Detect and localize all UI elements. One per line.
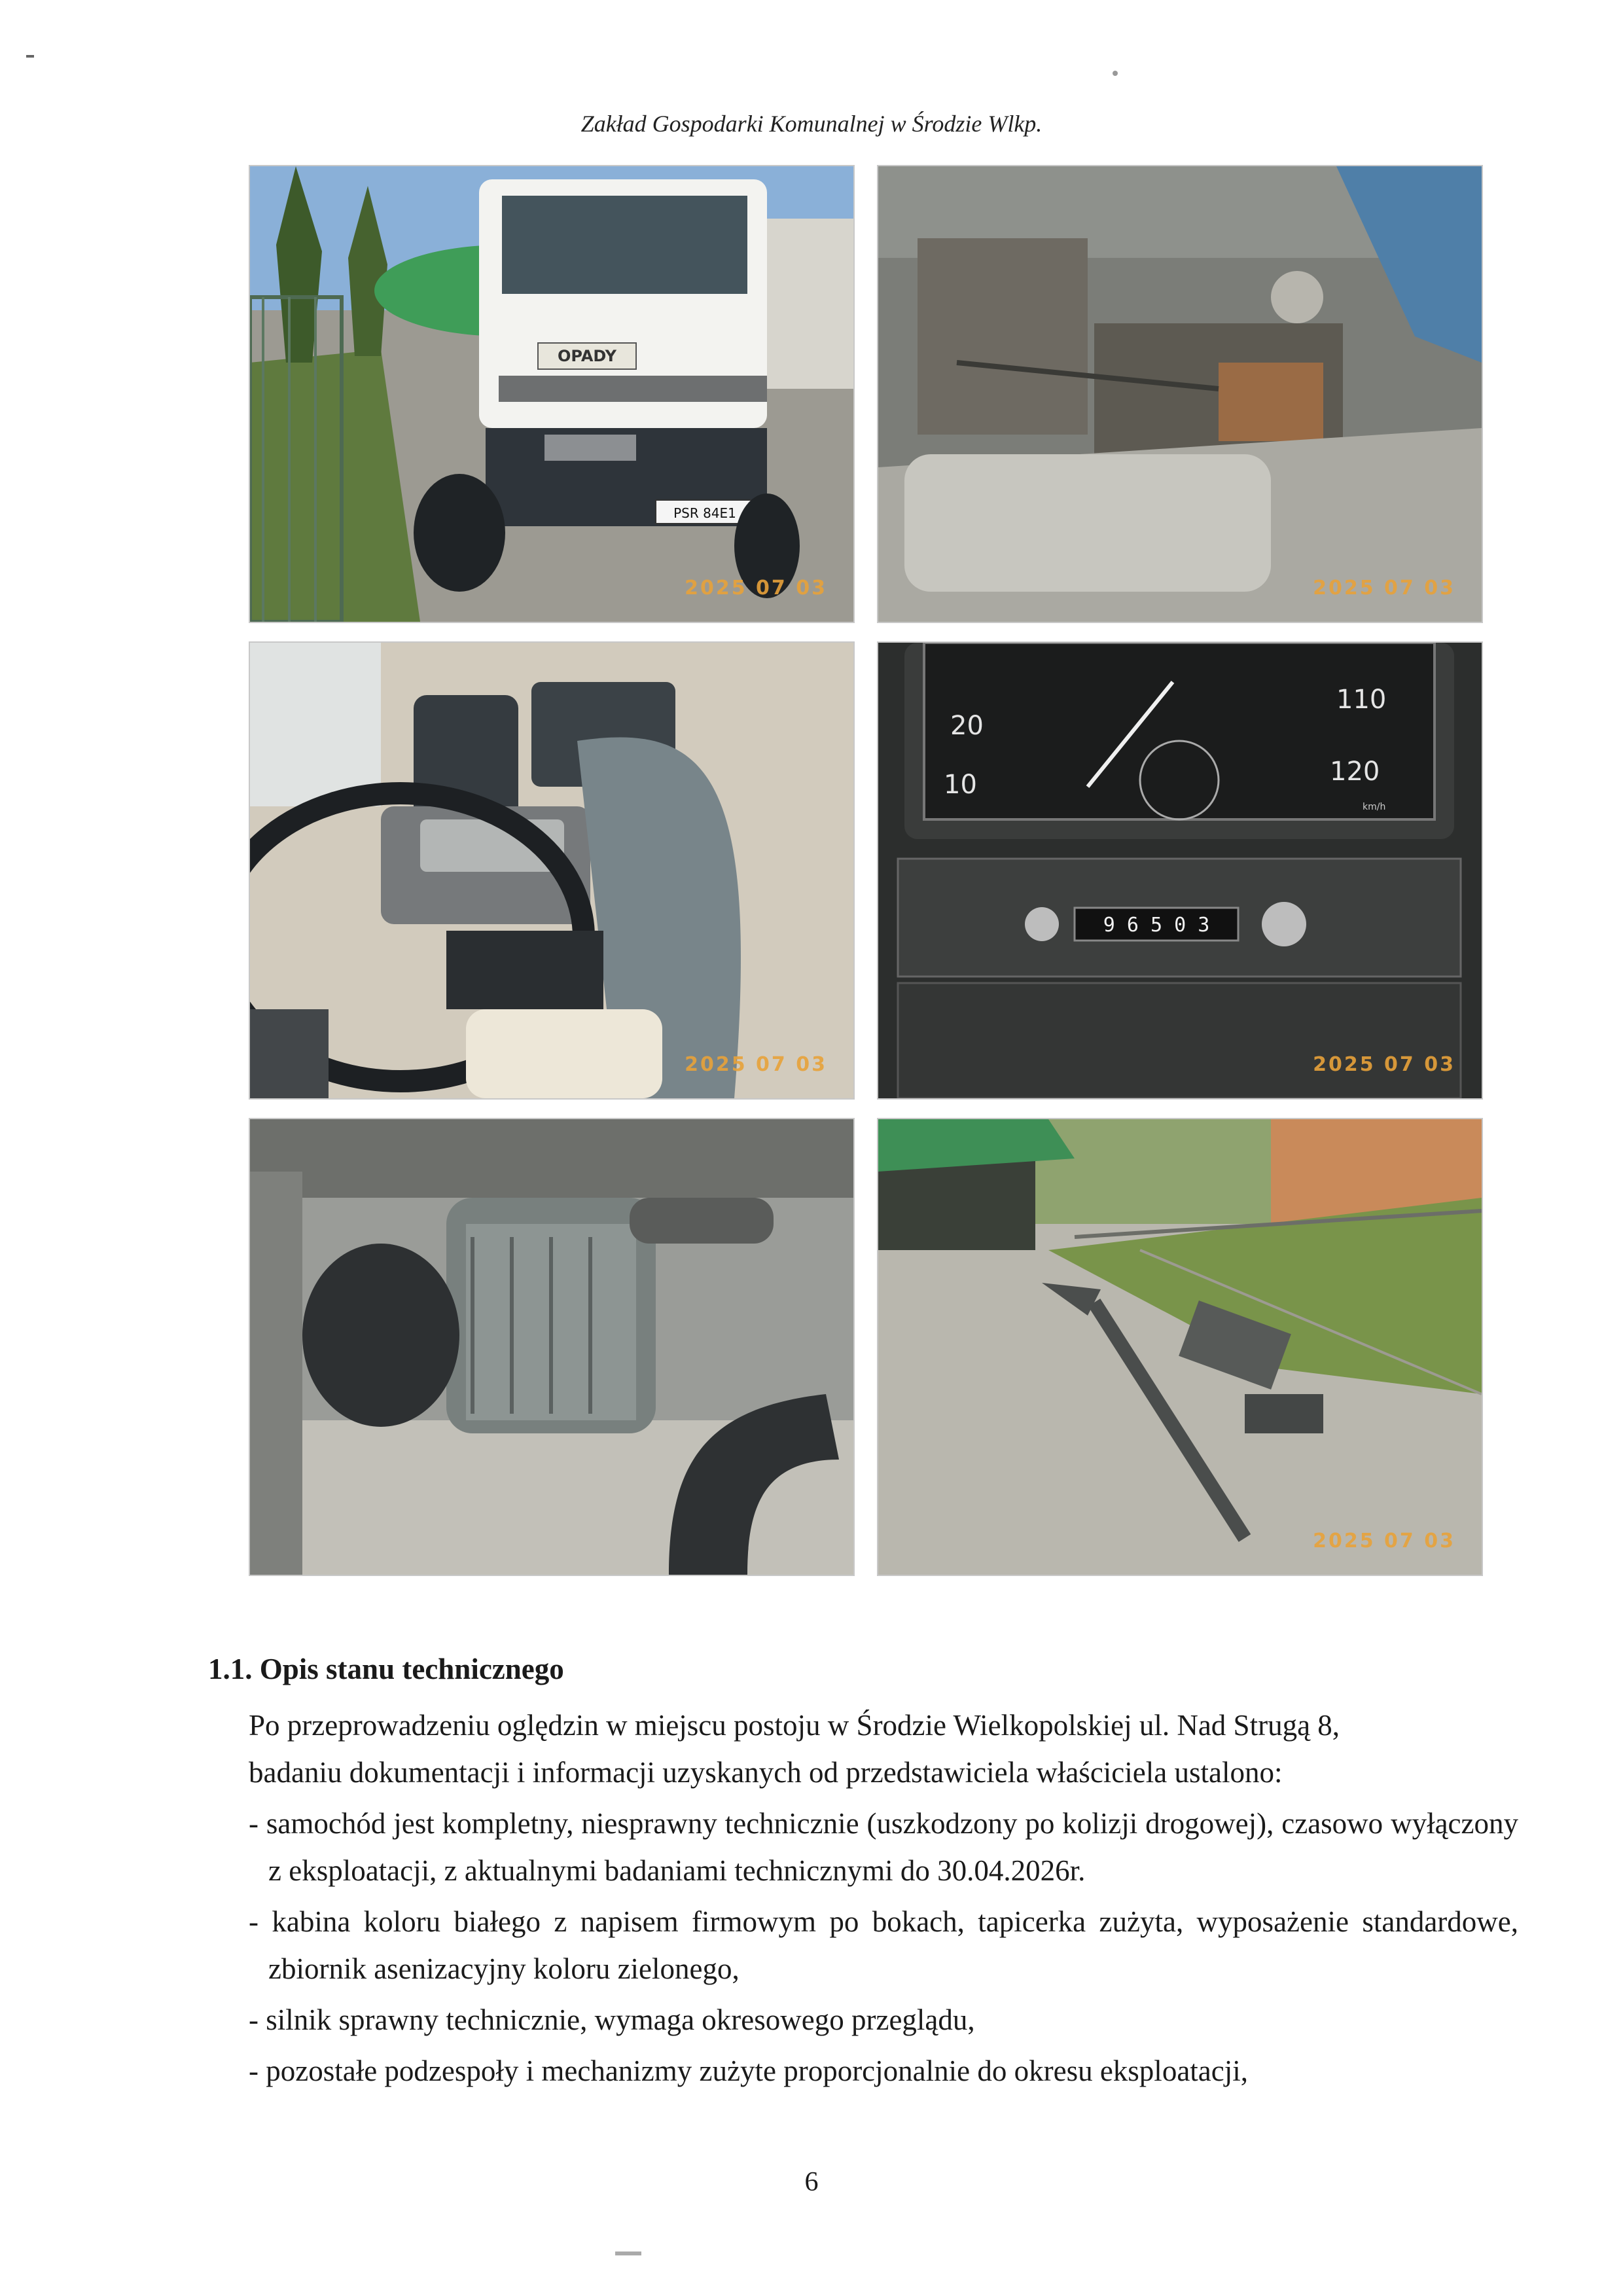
section-body bbox=[249, 1702, 1518, 2094]
photo-vacuum-pump bbox=[249, 1118, 855, 1576]
date-stamp: 2025 07 03 bbox=[1313, 1530, 1455, 1552]
photo-truck-front bbox=[249, 165, 855, 623]
list-item: - kabina koloru białego z napisem firmowym po bokach, tapicerka zużyta, wyposażenie standardowe, zbiornik asenizacyjny koloru zielonego, bbox=[249, 1905, 1518, 1985]
photo-cab-interior bbox=[249, 641, 855, 1100]
date-stamp: 2025 07 03 bbox=[1313, 577, 1455, 600]
list-item: - silnik sprawny technicznie, wymaga okresowego przeglądu, bbox=[249, 2003, 975, 2036]
list-item: - samochód jest kompletny, niesprawny technicznie (uszkodzony po kolizji drogowej), czasowo wyłączony z eksploatacji, z aktualnymi badaniami technicznymi do 30.04.2026r. bbox=[249, 1807, 1518, 1887]
svg-text:20: 20 bbox=[950, 711, 984, 741]
svg-text:OPADY: OPADY bbox=[558, 347, 616, 365]
svg-text:km/h: km/h bbox=[1363, 802, 1386, 812]
svg-text:PSR 84E1: PSR 84E1 bbox=[673, 505, 736, 521]
section-title: 1.1. Opis stanu technicznego bbox=[208, 1653, 564, 1685]
svg-text:120: 120 bbox=[1330, 757, 1380, 787]
svg-text:9 6 5 0 3: 9 6 5 0 3 bbox=[1103, 914, 1210, 937]
list-item: - pozostałe podzespoły i mechanizmy zużyte proporcjonalnie do okresu eksploatacji, bbox=[249, 2054, 1248, 2087]
date-stamp: 2025 07 03 bbox=[1313, 1053, 1455, 1076]
photo-engine-bay bbox=[877, 165, 1483, 623]
svg-text:110: 110 bbox=[1336, 685, 1387, 715]
scan-speck bbox=[1113, 71, 1118, 76]
page-header: Zakład Gospodarki Komunalnej w Środzie Wlkp. bbox=[580, 111, 1043, 137]
scan-speck bbox=[615, 2251, 641, 2255]
page-number: 6 bbox=[804, 2167, 819, 2197]
intro-line-2: badaniu dokumentacji i informacji uzyskanych od przedstawiciela właściciela ustalono: bbox=[249, 1756, 1283, 1789]
intro-line-1: Po przeprowadzeniu oględzin w miejscu postoju w Środzie Wielkopolskiej ul. Nad Strugą 8, bbox=[249, 1709, 1340, 1742]
date-stamp: 2025 07 03 bbox=[685, 577, 827, 600]
photo-damaged-parts bbox=[877, 1118, 1483, 1576]
svg-text:10: 10 bbox=[944, 770, 977, 800]
scan-speck bbox=[26, 55, 34, 58]
date-stamp: 2025 07 03 bbox=[685, 1053, 827, 1076]
photo-odometer bbox=[877, 641, 1483, 1100]
